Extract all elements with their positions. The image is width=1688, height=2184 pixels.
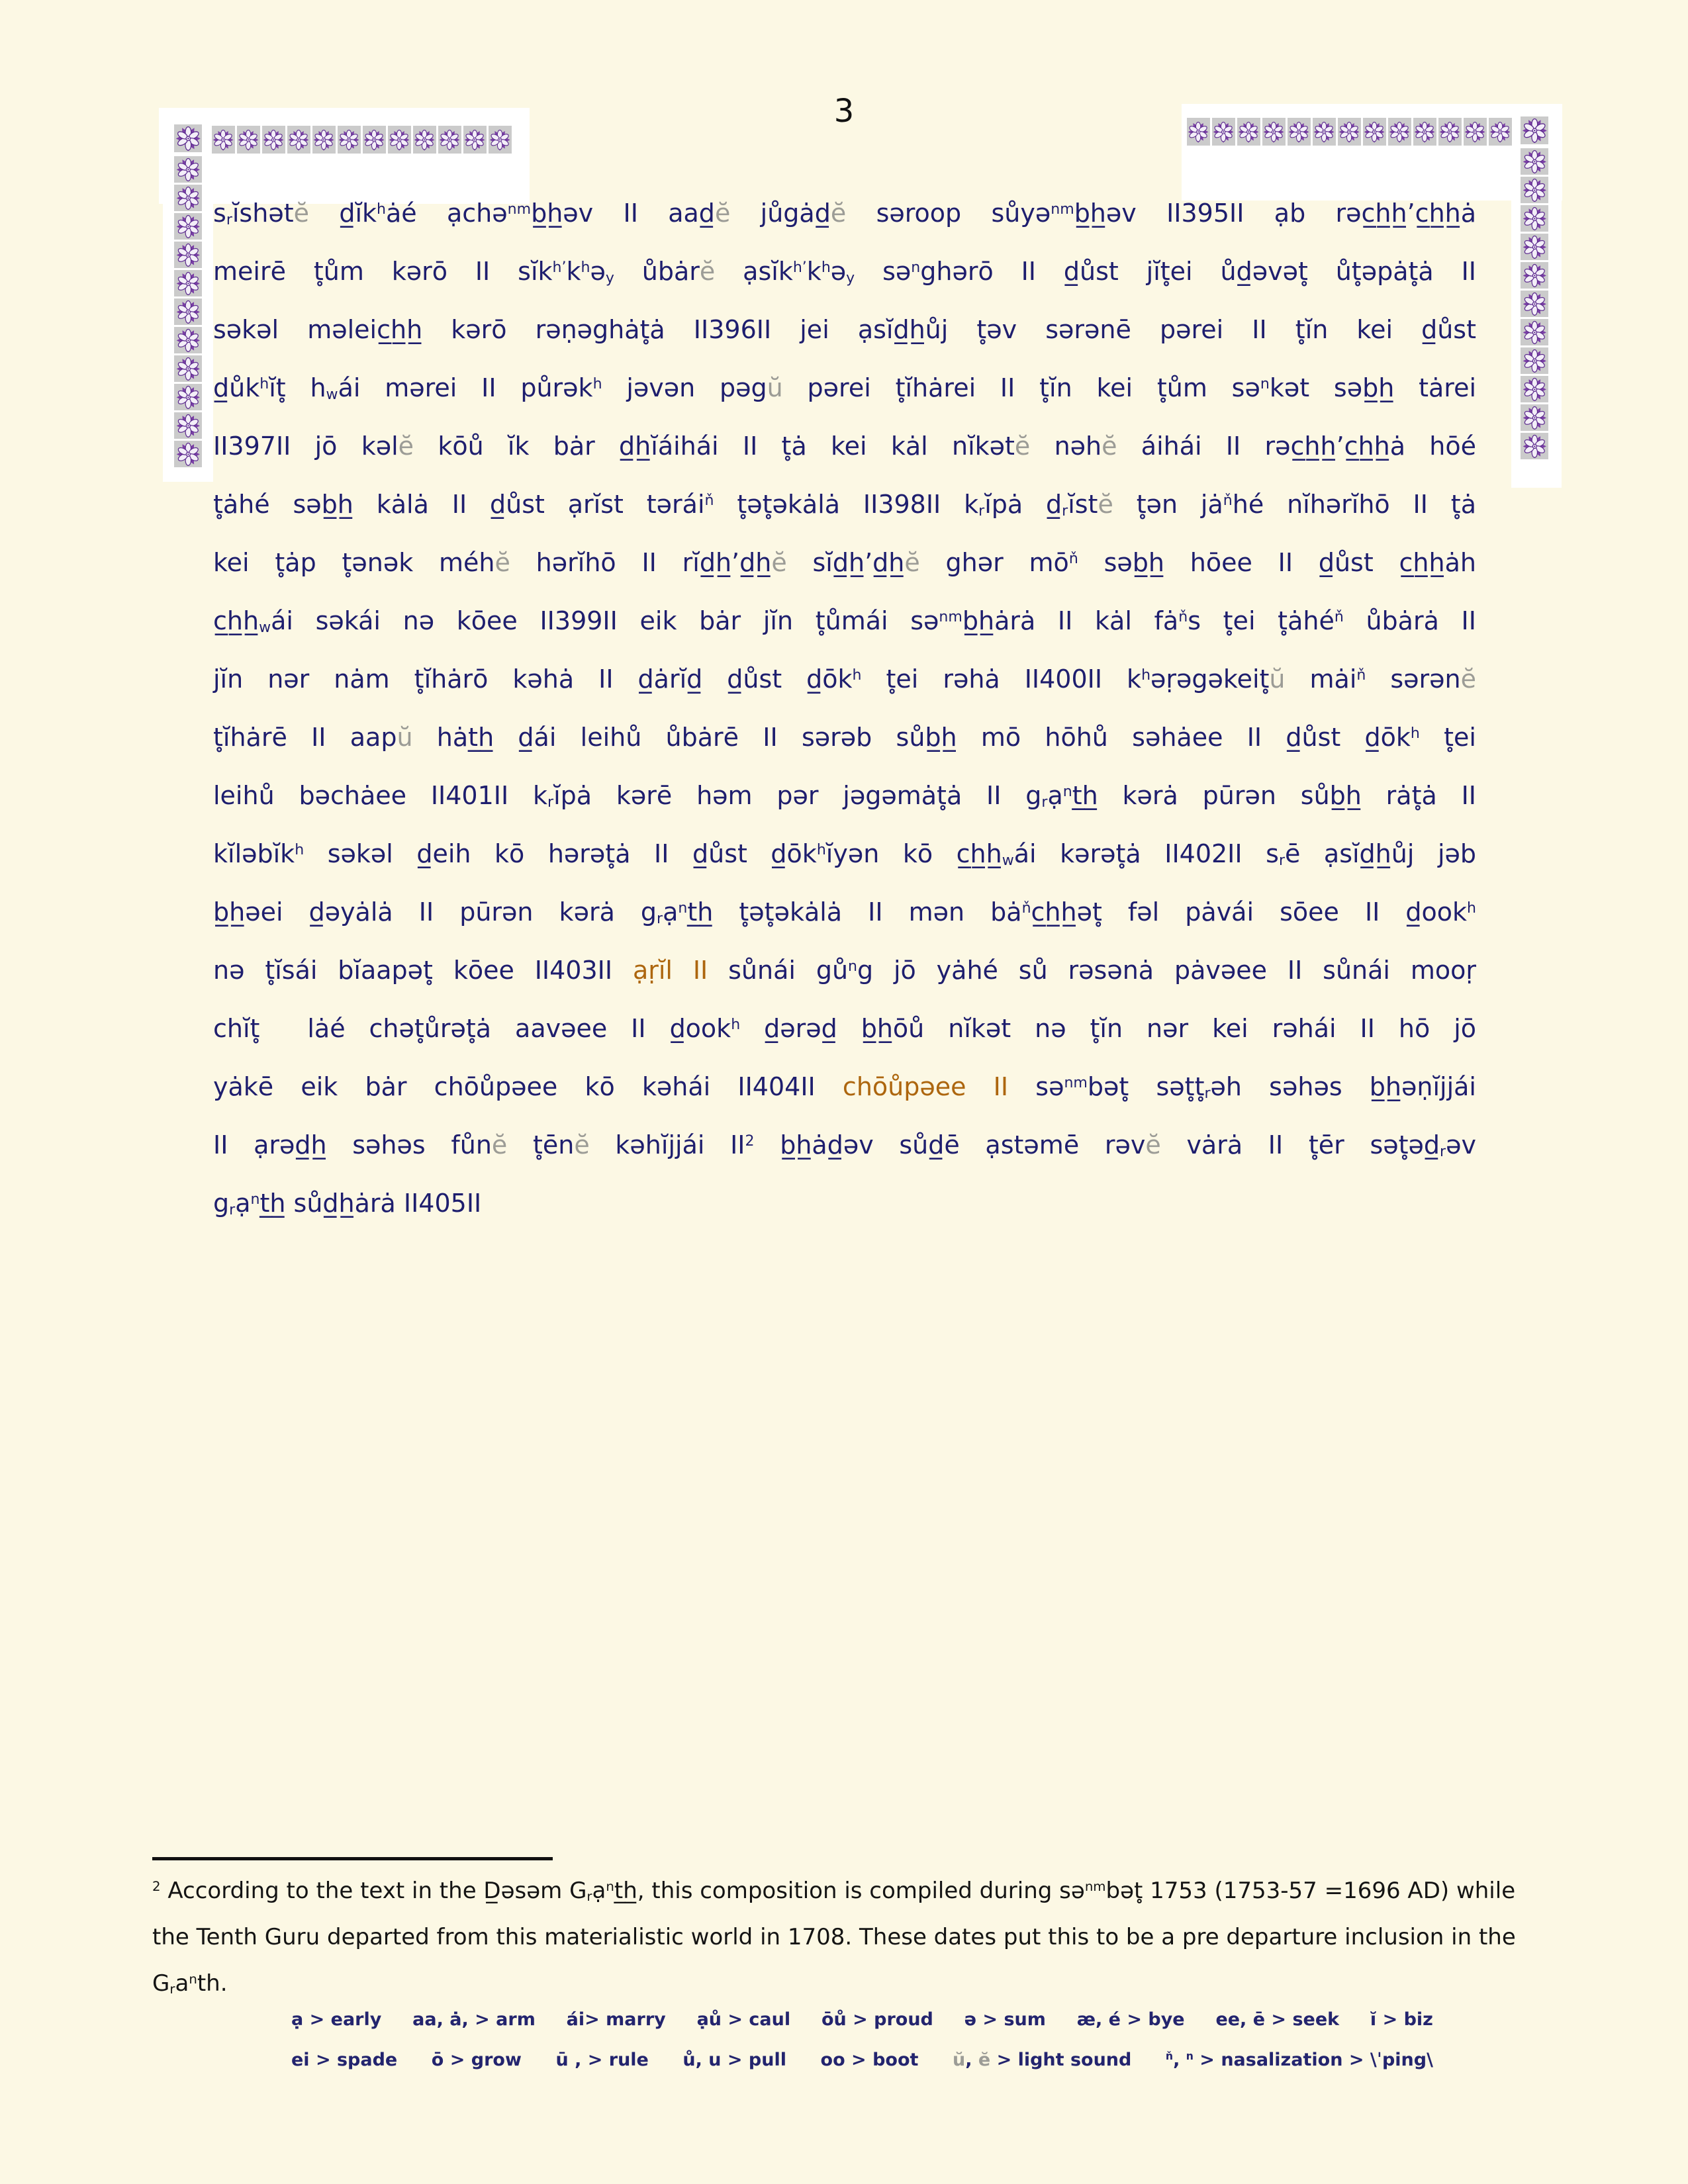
flower-ornament-icon bbox=[1521, 234, 1548, 260]
light-sound-vowel: ĕ bbox=[714, 199, 731, 228]
legend-item: ŭ, ĕ > light sound bbox=[952, 2050, 1132, 2070]
section-heading: chōůpəee II bbox=[842, 1072, 1009, 1101]
text-segment: $c̲h̲h̲_wái$ səkái nə kōee II399II eik bȧr jĭn t̥ůmái sə$^{nm}$b̲h̲ȧrȧ II kȧl $fȧ^ňs$ t̥ei t̥ȧhé$^ň$ ůbȧrȧ II bbox=[213, 606, 1476, 636]
ornament-border-left bbox=[174, 156, 202, 467]
flower-ornament-icon bbox=[489, 126, 512, 154]
light-sound-vowel: ĕ bbox=[494, 548, 510, 577]
legend-item: ạů > caul bbox=[696, 2009, 791, 2030]
flower-ornament-icon bbox=[312, 126, 336, 154]
flower-ornament-icon bbox=[1521, 262, 1548, 289]
flower-ornament-icon bbox=[1521, 205, 1548, 232]
flower-ornament-icon bbox=[1262, 118, 1286, 146]
text-segment: sůnái $gů^ng$ jō yȧhé sů rəsənȧ pȧvəee II sůnái mooṛ bbox=[708, 956, 1476, 985]
text-segment: kei t̥ȧp t̥ənək méhĕ hərĭhō II rĭd̲h̲’d̲h̲ĕ sĭd̲h̲’d̲h̲ĕ ghər $mō^ň$ səb̲h̲ hōee II d̲ůst c̲h̲h̲ȧh bbox=[213, 548, 1476, 577]
text-line bbox=[213, 883, 1476, 941]
text-line bbox=[213, 592, 1476, 650]
flower-ornament-icon bbox=[1212, 118, 1235, 146]
text-segment: meirē t̥ům kərō II $sĭk^{h’}k^hə_y$ ůbȧrĕ $ạsĭk^{h’}k^hə_y$ sə$^n$ghərō II d̲ůst jĭt̥ei ůd̲əvət̥ ůt̥əpȧt̥ȧ II bbox=[213, 257, 1476, 287]
ornament-border-right bbox=[1521, 148, 1548, 459]
pronunciation-legend bbox=[291, 2009, 1433, 2090]
text-segment: $s_rĭshətĕ$ $d̲ĭk^hȧé$ ạchə$^{nm}$b̲h̲əv II aad̲ĕ jůgȧd̲ĕ səroop sůyə$^{nm}$b̲h̲əv II395II ạb rəc̲h̲h̲’c̲h̲h̲ȧ bbox=[213, 199, 1477, 228]
flower-ornament-icon bbox=[1521, 291, 1548, 317]
flower-ornament-icon bbox=[1288, 118, 1311, 146]
text-segment: II ạrəd̲h̲ səhəs fůnĕ t̥ēnĕ kəhĭjjái $II^2$ b̲h̲ȧd̲əv sůd̲ē ạstəmē rəvĕ vȧrȧ II t̥ēr $sət̥əd̲_rəv$ bbox=[213, 1130, 1476, 1160]
legend-item: ĭ > biz bbox=[1370, 2009, 1433, 2030]
legend-item: aa, ȧ, > arm bbox=[412, 2009, 536, 2030]
legend-item: ōů > proud bbox=[821, 2009, 933, 2030]
text-line bbox=[213, 999, 1476, 1058]
text-line bbox=[213, 300, 1476, 359]
light-sound-vowel: ĕ bbox=[904, 548, 920, 577]
flower-ornament-icon bbox=[287, 126, 310, 154]
text-segment: sə$^{nm}$bət̥ $sət̥t̥_rəh$ səhəs b̲h̲əṇĭjjái bbox=[1008, 1072, 1476, 1102]
legend-item: $^ň$, $^n$ > nasalization > \ˈping\ bbox=[1165, 2050, 1433, 2070]
text-line bbox=[213, 1058, 1476, 1116]
flower-ornament-icon bbox=[174, 124, 202, 152]
light-sound-vowel: ĕ bbox=[398, 432, 414, 461]
legend-item: ái> marry bbox=[566, 2009, 666, 2030]
flower-ornament-icon bbox=[1521, 177, 1548, 203]
flower-ornament-icon bbox=[338, 126, 361, 154]
flower-ornament-icon bbox=[1313, 118, 1336, 146]
flower-ornament-icon bbox=[1187, 118, 1210, 146]
legend-item: ů, u > pull bbox=[682, 2050, 786, 2070]
flower-ornament-icon bbox=[174, 355, 202, 382]
text-segment: II397II jō kəlĕ kōů ĭk bȧr d̲h̲ĭáihái II t̥ȧ kei kȧl nĭkətĕ nəhĕ áihái II rəc̲h̲h̲’c̲h̲h̲ȧ hōé bbox=[213, 432, 1476, 461]
text-segment: chĭt̥ lȧé chət̥ůrət̥ȧ aavəee II d̲ook$^h$ d̲ərəd̲ b̲h̲ōů nĭkət nə t̥ĭn nər kei rəhái II hō jō bbox=[213, 1014, 1476, 1043]
text-line bbox=[213, 825, 1476, 883]
flower-ornament-icon bbox=[174, 441, 202, 467]
flower-ornament-icon bbox=[1237, 118, 1260, 146]
text-line bbox=[213, 533, 1476, 592]
light-sound-vowel: ĕ bbox=[978, 2050, 991, 2070]
ornament-border-top-right bbox=[1187, 118, 1512, 146]
legend-item: ee, ē > seek bbox=[1215, 2009, 1340, 2030]
flower-ornament-icon bbox=[1464, 118, 1487, 146]
text-segment: $g_rạ^nt̲h̲$ sůd̲h̲ȧrȧ II405II bbox=[213, 1189, 482, 1218]
flower-ornament-icon bbox=[212, 126, 235, 154]
text-line bbox=[213, 475, 1476, 533]
legend-item: ei > spade bbox=[291, 2050, 398, 2070]
ornament-corner-top-left bbox=[174, 124, 202, 152]
light-sound-vowel: ĕ bbox=[491, 1130, 508, 1160]
light-sound-vowel: ŭ bbox=[952, 2050, 966, 2070]
text-segment: jĭn nər nȧm t̥ĭhȧrō kəhȧ II d̲ȧrĭd̲ d̲ůst $d̲ōk^h$ t̥ei rəhȧ II400II $k^həṛəgəkeit̥ŭ$ mȧi$^ň$ sərənĕ bbox=[213, 664, 1476, 694]
text-segment: b̲h̲əei d̲əyȧlȧ II pūrən kərȧ $g_rạ^nt̲h̲$ t̥ət̥əkȧlȧ II mən $bȧ^ňc̲h̲h̲ət̥$ fəl pȧvái sōee II d̲ook$^h$ bbox=[213, 897, 1477, 927]
flower-ornament-icon bbox=[1388, 118, 1411, 146]
light-sound-vowel: ĕ bbox=[293, 199, 309, 228]
flower-ornament-icon bbox=[1521, 347, 1548, 374]
text-segment: kĭləbĭk$^h$ səkəl d̲eih kō hərət̥ȧ II d̲ůst $d̲ōk^hĭyən$ kō $c̲h̲h̲_wái$ kərət̥ȧ II402II $s_rē$ ạsĭd̲h̲ůj jəb bbox=[213, 839, 1477, 869]
flower-ornament-icon bbox=[388, 126, 411, 154]
flower-ornament-icon bbox=[363, 126, 386, 154]
flower-ornament-icon bbox=[174, 412, 202, 439]
ornament-border-top-left bbox=[212, 126, 512, 154]
flower-ornament-icon bbox=[174, 298, 202, 325]
text-line bbox=[213, 242, 1476, 300]
flower-ornament-icon bbox=[174, 270, 202, 296]
flower-ornament-icon bbox=[174, 327, 202, 353]
flower-ornament-icon bbox=[174, 384, 202, 410]
light-sound-vowel: ĕ bbox=[1460, 664, 1476, 694]
flower-ornament-icon bbox=[174, 213, 202, 240]
light-sound-vowel: ĕ bbox=[1014, 432, 1031, 461]
flower-ornament-icon bbox=[1521, 404, 1548, 431]
legend-row-1 bbox=[291, 2009, 1433, 2030]
flower-ornament-icon bbox=[1521, 116, 1548, 144]
legend-item: ə > sum bbox=[964, 2009, 1046, 2030]
text-line bbox=[213, 941, 1476, 999]
light-sound-vowel: ĕ bbox=[771, 548, 787, 577]
flower-ornament-icon bbox=[1521, 319, 1548, 345]
legend-item: oo > boot bbox=[820, 2050, 919, 2070]
footnote-divider bbox=[152, 1857, 553, 1860]
flower-ornament-icon bbox=[1521, 433, 1548, 459]
flower-ornament-icon bbox=[1489, 118, 1512, 146]
flower-ornament-icon bbox=[174, 242, 202, 268]
ornament-corner-top-right bbox=[1521, 116, 1548, 144]
flower-ornament-icon bbox=[1338, 118, 1361, 146]
light-sound-vowel: ĕ bbox=[1098, 490, 1113, 519]
flower-ornament-icon bbox=[1521, 376, 1548, 402]
flower-ornament-icon bbox=[438, 126, 461, 154]
footnote-text: $^2$ According to the text in the D̲əsəm $G_rạ^nt̲h̲$, this composition is compiled during sə$^{nm}$bət̥ 1753 (1753-57 =1696 AD) while the Tenth Guru departed from this materialistic world in 1708. These dates put this to be a pre departure inclusion in the $G_ra^nth$. bbox=[152, 1878, 1516, 1997]
flower-ornament-icon bbox=[1521, 148, 1548, 175]
flower-ornament-icon bbox=[463, 126, 487, 154]
light-sound-vowel: ĕ bbox=[699, 257, 716, 286]
light-sound-vowel: ĕ bbox=[1145, 1130, 1161, 1160]
text-line bbox=[213, 359, 1476, 417]
flower-ornament-icon bbox=[174, 185, 202, 211]
legend-row-2 bbox=[291, 2050, 1433, 2070]
flower-ornament-icon bbox=[1438, 118, 1462, 146]
light-sound-vowel: ŭ bbox=[397, 723, 413, 752]
text-segment: yȧkē eik bȧr chōůpəee kō kəhái II404II bbox=[213, 1072, 843, 1101]
page-number: 3 bbox=[833, 93, 855, 130]
flower-ornament-icon bbox=[174, 156, 202, 183]
light-sound-vowel: ĕ bbox=[830, 199, 847, 228]
light-sound-vowel: ŭ bbox=[1269, 664, 1286, 694]
section-heading: ạṛĭl II bbox=[632, 956, 708, 985]
scripture-text bbox=[213, 184, 1476, 1232]
text-segment: nə t̥ĭsái bĭaapət̥ kōee II403II bbox=[213, 956, 633, 985]
text-line bbox=[213, 650, 1476, 708]
text-line bbox=[213, 184, 1476, 242]
text-line bbox=[213, 417, 1476, 475]
flower-ornament-icon bbox=[262, 126, 285, 154]
flower-ornament-icon bbox=[237, 126, 260, 154]
text-segment: səkəl məleic̲h̲h̲ kərō rəṇəghȧt̥ȧ II396II jei ạsĭd̲h̲ůj t̥əv sərənē pərei II t̥ĭn kei d̲ůst bbox=[213, 315, 1476, 344]
flower-ornament-icon bbox=[1413, 118, 1436, 146]
light-sound-vowel: ĕ bbox=[1102, 432, 1117, 461]
text-line bbox=[213, 1174, 1476, 1232]
legend-item: æ, é > bye bbox=[1076, 2009, 1185, 2030]
text-segment: t̥ȧhé səb̲h̲ kȧlȧ II d̲ůst ạrĭst tərái$^ň$ t̥ət̥əkȧlȧ II398II $k_rĭpȧ$ $d̲_rĭstĕ$ t̥ən $jȧ^ňhé$ nĭhərĭhō II t̥ȧ bbox=[213, 490, 1476, 520]
legend-item: ū , > rule bbox=[555, 2050, 649, 2070]
text-segment: t̥ĭhȧrē II aapŭ hȧt̲h̲ d̲ái leihů ůbȧrē II sərəb sůb̲h̲ mō hōhů səhȧee II d̲ůst $d̲ōk^h$ t̥ei bbox=[213, 723, 1476, 752]
light-sound-vowel: ŭ bbox=[767, 373, 783, 402]
flower-ornament-icon bbox=[1363, 118, 1386, 146]
text-segment: $d̲ůk^hĭt̥$ $h_wái$ mərei II půrək$^h$ jəvən pəgŭ pərei t̥ĭhȧrei II t̥ĭn kei t̥ům sə$^n$kət səb̲h̲ tȧrei bbox=[213, 373, 1477, 403]
text-line bbox=[213, 766, 1476, 825]
legend-item: ō > grow bbox=[431, 2050, 522, 2070]
text-line bbox=[213, 708, 1476, 766]
legend-item: ạ > early bbox=[291, 2009, 382, 2030]
light-sound-vowel: ĕ bbox=[574, 1130, 590, 1160]
text-segment: leihů bəchȧee II401II $k_rĭpȧ$ kərē həm pər jəgəmȧt̥ȧ II $g_rạ^nt̲h̲$ kərȧ pūrən sůb̲h̲ rȧt̥ȧ II bbox=[213, 781, 1477, 811]
flower-ornament-icon bbox=[413, 126, 436, 154]
text-line bbox=[213, 1116, 1476, 1174]
